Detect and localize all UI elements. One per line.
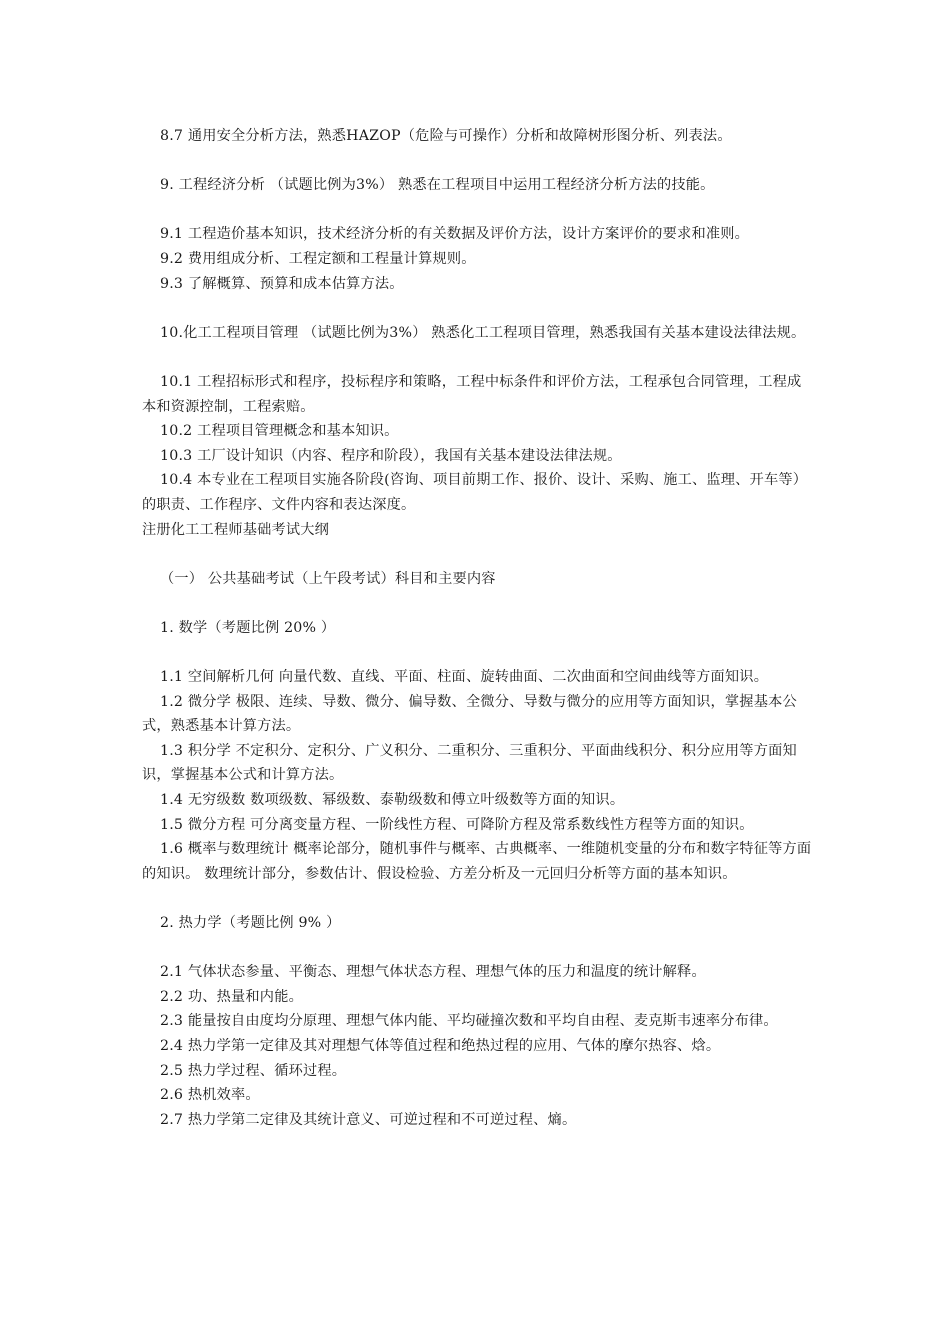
paragraph-10-3: 10.3 工厂设计知识（内容、程序和阶段），我国有关基本建设法律法规。	[160, 447, 622, 464]
paragraph-1-4: 1.4 无穷级数 数项级数、幂级数、泰勒级数和傅立叶级数等方面的知识。	[160, 792, 625, 809]
paragraph-10-4: 10.4 本专业在工程项目实施各阶段(咨询、项目前期工作、报价、设计、采购、施工、监理、开车等）的职责、工作程序、文件内容和表达深度。	[142, 472, 808, 513]
paragraph-1-2: 1.2 微分学 极限、连续、导数、微分、偏导数、全微分、导数与微分的应用等方面知识，掌握基本公式，熟悉基本计算方法。	[142, 693, 797, 735]
paragraph-2-3: 2.3 能量按自由度均分原理、理想气体内能、平均碰撞次数和平均自由程、麦克斯韦速率分布律。	[160, 1013, 778, 1030]
paragraph-1-1: 1.1 空间解析几何 向量代数、直线、平面、柱面、旋转曲面、二次曲面和空间曲线等方面知识。	[160, 669, 769, 686]
heading-10-project-management: 10.化工工程项目管理 （试题比例为3%） 熟悉化工工程项目管理，熟悉我国有关基本建设法律法规。	[160, 324, 806, 341]
section-public-basics: （一） 公共基础考试（上午段考试）科目和主要内容	[160, 570, 496, 587]
paragraph-2-4: 2.4 热力学第一定律及其对理想气体等值过程和绝热过程的应用、气体的摩尔热容、焓。	[160, 1037, 721, 1054]
document-title: 注册化工工程师基础考试大纲	[142, 521, 330, 538]
document-body	[142, 124, 812, 1132]
paragraph-9-3: 9.3 了解概算、预算和成本估算方法。	[160, 275, 404, 292]
paragraph-9-2: 9.2 费用组成分析、工程定额和工程量计算规则。	[160, 250, 476, 267]
paragraph-10-2: 10.2 工程项目管理概念和基本知识。	[160, 423, 399, 440]
paragraph-1-3: 1.3 积分学 不定积分、定积分、广义积分、二重积分、三重积分、平面曲线积分、积分应用等方面知识，掌握基本公式和计算方法。	[142, 742, 797, 784]
paragraph-2-2: 2.2 功、热量和内能。	[160, 988, 303, 1005]
heading-9-engineering-economics: 9. 工程经济分析 （试题比例为3%） 熟悉在工程项目中运用工程经济分析方法的技能。	[160, 177, 715, 194]
heading-1-mathematics: 1. 数学（考题比例 20% ）	[160, 619, 336, 636]
paragraph-10-1: 10.1 工程招标形式和程序，投标程序和策略，工程中标条件和评价方法，工程承包合同管理，工程成本和资源控制，工程索赔。	[142, 373, 802, 415]
paragraph-2-7: 2.7 热力学第二定律及其统计意义、可逆过程和不可逆过程、熵。	[160, 1111, 577, 1128]
paragraph-8-7: 8.7 通用安全分析方法，熟悉HAZOP（危险与可操作）分析和故障树形图分析、列表法。	[160, 128, 732, 144]
paragraph-2-6: 2.6 热机效率。	[160, 1087, 260, 1104]
paragraph-1-5: 1.5 微分方程 可分离变量方程、一阶线性方程、可降阶方程及常系数线性方程等方面的知识。	[160, 816, 754, 833]
paragraph-2-5: 2.5 热力学过程、循环过程。	[160, 1062, 347, 1079]
heading-2-thermodynamics: 2. 热力学（考题比例 9% ）	[160, 915, 341, 931]
paragraph-2-1: 2.1 气体状态参量、平衡态、理想气体状态方程、理想气体的压力和温度的统计解释。	[160, 964, 706, 981]
paragraph-1-6: 1.6 概率与数理统计 概率论部分，随机事件与概率、古典概率、一维随机变量的分布和数字特征等方面的知识。 数理统计部分，参数估计、假设检验、方差分析及一元回归分析等方面的基本知识。	[142, 841, 812, 882]
paragraph-9-1: 9.1 工程造价基本知识，技术经济分析的有关数据及评价方法，设计方案评价的要求和准则。	[160, 226, 749, 243]
